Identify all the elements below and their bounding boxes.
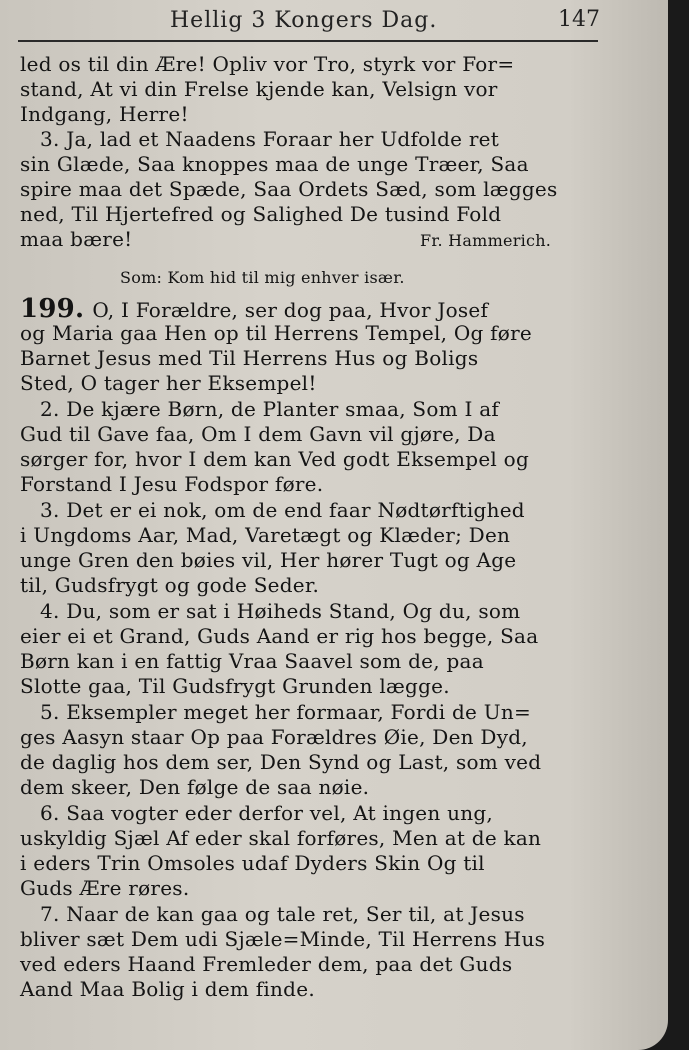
text-line [20, 371, 317, 395]
line-text: i eders Trin Omsoles udaf Dyders Skin Og til [20, 851, 485, 875]
text-line [20, 227, 132, 251]
line-text: dem skeer, Den følge de saa nøie. [20, 775, 370, 799]
text-line [20, 472, 323, 496]
line-text: sin Glæde, Saa knoppes maa de unge Træer, Saa [20, 152, 529, 176]
text-line [40, 498, 525, 522]
line-text: Forstand I Jesu Fodspor føre. [20, 472, 324, 496]
line-text: og Maria gaa Hen op til Herrens Tempel, Og føre [20, 321, 532, 345]
line-text: ned, Til Hjertefred og Salighed De tusind Fold [20, 202, 502, 226]
line-text: Som: Kom hid til mig enhver især. [120, 268, 405, 287]
line-text: til, Gudsfrygt og gode Seder. [20, 573, 320, 597]
text-line [20, 177, 558, 201]
text-line [20, 523, 510, 547]
text-line [20, 77, 498, 101]
text-line [20, 826, 541, 850]
text-line [20, 202, 501, 226]
text-line [20, 750, 541, 774]
line-text: de daglig hos dem ser, Den Synd og Last, som ved [20, 750, 542, 774]
text-line [40, 397, 499, 421]
text-line [20, 851, 485, 875]
text-line [20, 876, 189, 900]
line-text: Gud til Gave faa, Om I dem Gavn vil gjøre, Da [20, 422, 496, 446]
text-line [20, 952, 512, 976]
line-text: Aand Maa Bolig i dem finde. [20, 977, 315, 1001]
line-text: Barnet Jesus med Til Herrens Hus og Boligs [20, 346, 479, 370]
text-line [20, 573, 319, 597]
text-line [20, 725, 528, 749]
text-line [20, 346, 478, 370]
text-line [20, 977, 315, 1001]
line-text: uskyldig Sjæl Af eder skal forføres, Men at de kan [20, 826, 542, 850]
line-text: i Ungdoms Aar, Mad, Varetægt og Klæder; Den [20, 523, 511, 547]
line-text: maa bære! [20, 227, 133, 251]
line-text: 2. De kjære Børn, de Planter smaa, Som I af [40, 397, 500, 421]
page-header [0, 4, 668, 36]
text-line [20, 102, 189, 126]
line-text: ved eders Haand Fremleder dem, paa det Guds [20, 952, 513, 976]
text-line [20, 422, 496, 446]
line-text: unge Gren den bøies vil, Her hører Tugt og Age [20, 548, 517, 572]
text-line [40, 902, 525, 926]
line-text: Børn kan i en fattig Vraa Saavel som de, paa [20, 649, 484, 673]
text-line [20, 52, 514, 76]
text-line [20, 674, 450, 698]
line-text: 3. Ja, lad et Naadens Foraar her Udfolde ret [40, 127, 500, 151]
text-line [20, 649, 484, 673]
line-text: Guds Ære røres. [20, 876, 190, 900]
text-line [20, 152, 529, 176]
line-text: 3. Det er ei nok, om de end faar Nødtørftighed [40, 498, 525, 522]
line-text: bliver sæt Dem udi Sjæle=Minde, Til Herrens Hus [20, 927, 546, 951]
line-text: spire maa det Spæde, Saa Ordets Sæd, som lægges [20, 177, 558, 201]
line-text: Fr. Hammerich. [420, 231, 552, 250]
line-text: 6. Saa vogter eder derfor vel, At ingen ung, [40, 801, 494, 825]
line-text: stand, At vi din Frelse kjende kan, Velsign vor [20, 77, 498, 101]
page-number: 147 [558, 7, 600, 32]
line-text: 5. Eksempler meget her formaar, Fordi de Un= [40, 700, 531, 724]
text-line [20, 294, 488, 324]
text-line [20, 548, 516, 572]
text-line [20, 775, 369, 799]
line-text: 7. Naar de kan gaa og tale ret, Ser til, at Jesus [40, 902, 525, 926]
line-text: O, I Forældre, ser dog paa, Hvor Josef [92, 298, 489, 322]
line-text: 4. Du, som er sat i Høiheds Stand, Og du, som [40, 599, 521, 623]
text-line [20, 927, 545, 951]
line-text: Indgang, Herre! [20, 102, 189, 126]
text-line [20, 447, 529, 471]
line-text: eier ei et Grand, Guds Aand er rig hos begge, Saa [20, 624, 539, 648]
author-attribution [420, 231, 551, 250]
text-line [40, 599, 520, 623]
line-text: led os til din Ære! Opliv vor Tro, styrk vor For= [20, 52, 515, 76]
text-line [40, 801, 493, 825]
line-text: sørger for, hvor I dem kan Ved godt Eksempel og [20, 447, 529, 471]
text-line [20, 321, 532, 345]
line-text: Sted, O tager her Eksempel! [20, 371, 317, 395]
melody-note [120, 268, 405, 287]
running-title: Hellig 3 Kongers Dag. [170, 8, 438, 33]
text-line [40, 700, 531, 724]
line-text: Slotte gaa, Til Gudsfrygt Grunden lægge. [20, 674, 450, 698]
header-rule [18, 40, 598, 42]
line-text: ges Aasyn staar Op paa Forældres Øie, Den Dyd, [20, 725, 528, 749]
text-line [40, 127, 499, 151]
text-line [20, 624, 538, 648]
hymn-number: 199. [20, 294, 85, 324]
